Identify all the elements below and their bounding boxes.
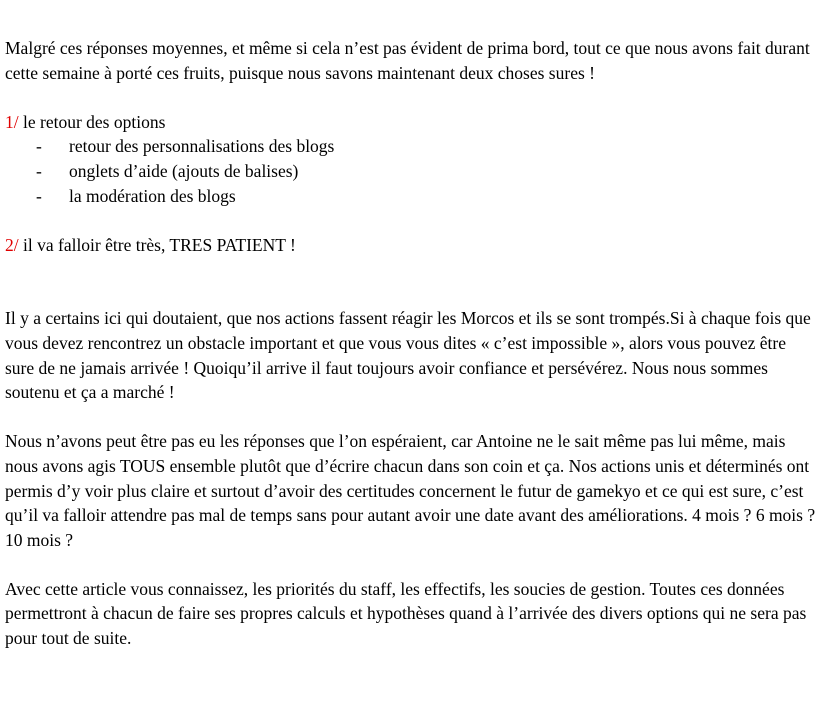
list-item-text: la modération des blogs (69, 185, 236, 206)
list-item (5, 134, 817, 159)
spacer (5, 552, 817, 577)
options-list (5, 134, 817, 208)
point-2-number: 2/ (5, 234, 19, 255)
point-1-heading (5, 110, 817, 135)
list-dash: - (36, 160, 42, 181)
list-dash: - (36, 136, 42, 157)
spacer (5, 85, 817, 110)
point-1-text: le retour des options (18, 111, 166, 132)
point-1-number: 1/ (5, 111, 19, 132)
paragraph-confidence: Il y a certains ici qui doutaient, que nos actions fassent réagir les Morcos et ils se sont trompés.Si à chaque fois que vous devez rencontrez un obstacle important et que vous vous dites « c’est impossible », alors vous pouvez être sure de ne jamais arrivée ! Quoiqu’il arrive il faut toujours avoir confiance et persévérez. Nous nous sommes soutenu et ça a marché ! (5, 308, 811, 403)
list-item-text: onglets d’aide (ajouts de balises) (69, 160, 299, 181)
list-item (5, 159, 817, 184)
list-dash: - (36, 185, 42, 206)
spacer (5, 208, 817, 233)
paragraph-together: Nous n’avons peut être pas eu les réponses que l’on espéraient, car Antoine ne le sait même pas lui même, mais nous avons agis TOUS ensemble plutôt que d’écrire chacun dans son coin et ça. Nos actions unis et déterminés ont permis d’y voir plus claire et surtout d’avoir des certitudes concernent le futur de gamekyo et ce qui est sure, c’est qu’il va falloir attendre pas mal de temps sans pour autant avoir une date avant des améliorations. 4 mois ? 6 mois ? 10 mois ? (5, 431, 816, 550)
list-item-text: retour des personnalisations des blogs (69, 136, 335, 157)
paragraph-conclusion: Avec cette article vous connaissez, les priorités du staff, les effectifs, les soucies de gestion. Toutes ces données permettront à chacun de faire ses propres calculs et hypothèses quand à l’arrivée des divers options qui ne sera pas pour tout de suite. (5, 578, 807, 649)
spacer (5, 257, 817, 306)
spacer (5, 405, 817, 430)
intro-paragraph: Malgré ces réponses moyennes, et même si cela n’est pas évident de prima bord, tout ce que nous avons fait durant cette semaine à porté ces fruits, puisque nous savons maintenant deux choses sures ! (5, 38, 810, 83)
point-2-text: il va falloir être très, TRES PATIENT ! (18, 234, 296, 255)
point-2-heading (5, 233, 817, 258)
list-item (5, 184, 817, 209)
document-body (5, 36, 817, 651)
